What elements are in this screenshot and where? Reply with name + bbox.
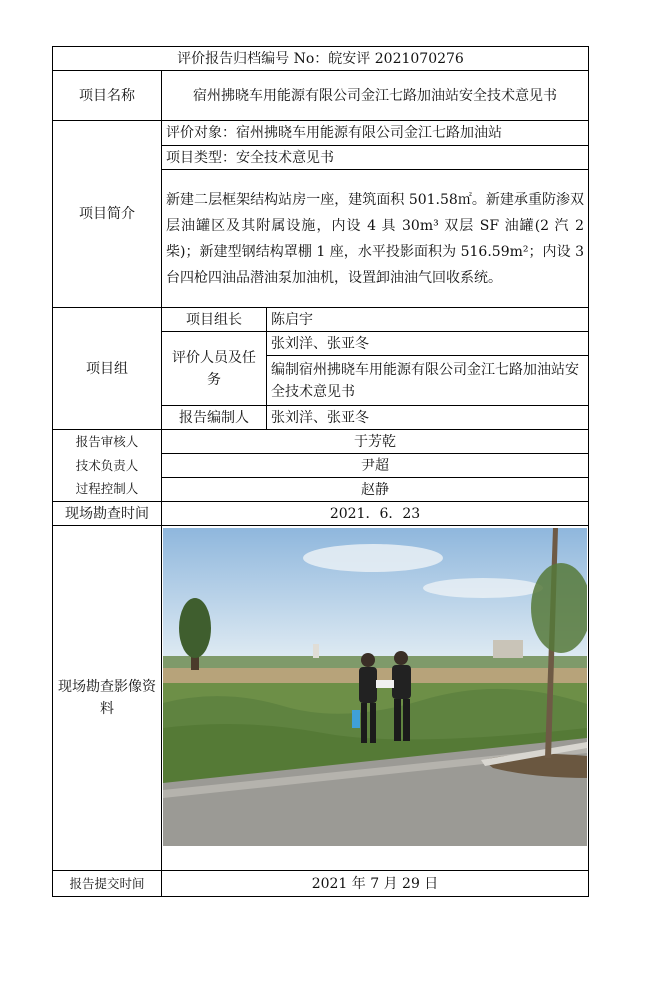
team-leader-label: 项目组长 xyxy=(162,308,267,332)
survey-photo-label: 现场勘查影像资料 xyxy=(53,526,162,871)
evaluation-form xyxy=(52,46,588,897)
site-survey-photo xyxy=(163,528,587,846)
project-team-label: 项目组 xyxy=(53,308,162,430)
report-editor-label: 报告编制人 xyxy=(162,406,267,430)
project-type: 项目类型：安全技术意见书 xyxy=(162,146,589,170)
evaluators-value: 张刘洋、张亚冬 xyxy=(267,332,589,356)
project-name-label: 项目名称 xyxy=(53,71,162,121)
process-controller-value: 赵静 xyxy=(162,478,589,502)
evaluation-target: 评价对象：宿州拂晓车用能源有限公司金江七路加油站 xyxy=(162,121,589,146)
submit-time-label: 报告提交时间 xyxy=(53,871,162,897)
process-controller-label: 过程控制人 xyxy=(53,478,162,502)
evaluators-task: 编制宿州拂晓车用能源有限公司金江七路加油站安全技术意见书 xyxy=(267,356,589,406)
survey-photo-cell xyxy=(162,526,589,871)
survey-time-value: 2021．6．23 xyxy=(162,502,589,526)
reviewer-value: 于芳乾 xyxy=(162,430,589,454)
submit-time-value: 2021 年 7 月 29 日 xyxy=(162,871,589,897)
project-name-value: 宿州拂晓车用能源有限公司金江七路加油站安全技术意见书 xyxy=(162,71,589,121)
tech-lead-label: 技术负责人 xyxy=(53,454,162,478)
project-intro-label: 项目简介 xyxy=(53,121,162,308)
team-leader-value: 陈启宇 xyxy=(267,308,589,332)
evaluators-label: 评价人员及任务 xyxy=(162,332,267,406)
reviewer-label: 报告审核人 xyxy=(53,430,162,454)
project-description: 新建二层框架结构站房一座，建筑面积 501.58㎡。新建承重防渗双层油罐区及其附属设施，内设 4 具 30m³ 双层 SF 油罐(2 汽 2 柴)；新建型钢结构罩棚 1 座，水平投影面积为 516.59m²；内设 3 台四枪四油品潜油泵加油机，设置卸油油气回收系统。 xyxy=(162,170,589,308)
tech-lead-value: 尹超 xyxy=(162,454,589,478)
report-editor-value: 张刘洋、张亚冬 xyxy=(267,406,589,430)
survey-time-label: 现场勘查时间 xyxy=(53,502,162,526)
archive-number: 评价报告归档编号 No：皖安评 2021070276 xyxy=(53,47,589,71)
